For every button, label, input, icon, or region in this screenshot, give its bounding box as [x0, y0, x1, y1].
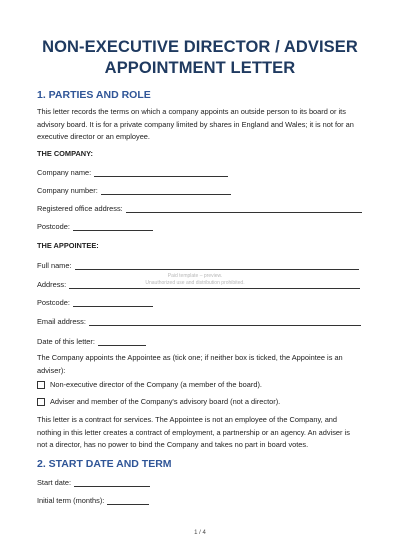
- email-blank[interactable]: [89, 316, 361, 326]
- letter-date-blank[interactable]: [98, 336, 146, 346]
- registered-office-blank[interactable]: [126, 203, 362, 213]
- option-adviser[interactable]: [37, 397, 280, 406]
- company-postcode-field[interactable]: [37, 220, 153, 231]
- appointee-postcode-label: Postcode:: [37, 298, 70, 307]
- full-name-field[interactable]: [37, 259, 359, 270]
- option-non-executive-director[interactable]: [37, 380, 262, 389]
- company-heading: THE COMPANY:: [37, 149, 93, 158]
- checkbox-non-executive-director[interactable]: [37, 381, 45, 389]
- preview-watermark: [110, 273, 280, 287]
- appointment-paragraph: [37, 352, 367, 377]
- letter-date-field[interactable]: [37, 335, 146, 346]
- appointment-line: adviser):: [37, 365, 66, 375]
- appointee-postcode-field[interactable]: [37, 296, 153, 307]
- registered-office-field[interactable]: [37, 202, 362, 213]
- start-date-label: Start date:: [37, 478, 72, 487]
- address-label: Address:: [37, 280, 67, 289]
- appointee-postcode-blank[interactable]: [73, 297, 153, 307]
- email-field[interactable]: [37, 315, 361, 326]
- watermark-line: Unauthorized use and distribution prohibited.: [145, 280, 245, 286]
- option-non-executive-director-label: Non-executive director of the Company (a member of the board).: [50, 380, 262, 389]
- intro-line: advisory board. It is for a private company limited by shares in England and Wales; it is not for an: [37, 119, 354, 129]
- start-date-field[interactable]: [37, 476, 150, 487]
- appointee-heading: THE APPOINTEE:: [37, 241, 99, 250]
- company-name-field[interactable]: [37, 166, 228, 177]
- section-heading-start-date: 2. START DATE AND TERM: [37, 458, 172, 470]
- registered-office-label: Registered office address:: [37, 204, 123, 213]
- initial-term-field[interactable]: [37, 494, 149, 505]
- appointment-line: The Company appoints the Appointee as (tick one; if neither box is ticked, the Appointee is an: [37, 353, 343, 362]
- company-number-label: Company number:: [37, 186, 98, 195]
- contract-line: not a director, has no power to bind the Company and takes no part in board votes.: [37, 440, 309, 449]
- company-name-blank[interactable]: [94, 167, 228, 177]
- initial-term-label: Initial term (months):: [37, 496, 105, 505]
- full-name-label: Full name:: [37, 261, 72, 270]
- document-title-line2: APPOINTMENT LETTER: [104, 59, 296, 77]
- page-number: 1 / 4: [194, 530, 206, 536]
- contract-line: nothing in this letter creates a contract of employment, a partnership or an agency. An adviser is: [37, 427, 350, 437]
- intro-line: executive director or an employee.: [37, 132, 150, 141]
- letter-date-label: Date of this letter:: [37, 337, 95, 346]
- option-adviser-label: Adviser and member of the Company's advisory board (not a director).: [50, 397, 281, 406]
- company-postcode-blank[interactable]: [73, 221, 153, 231]
- start-date-blank[interactable]: [74, 477, 150, 487]
- watermark-line: Paid template – preview.: [167, 273, 223, 279]
- full-name-blank[interactable]: [75, 260, 359, 270]
- intro-paragraph: [37, 106, 367, 144]
- intro-line: This letter records the terms on which a company appoints an outside person to its board or its: [37, 107, 346, 116]
- document-title-line1: NON-EXECUTIVE DIRECTOR / ADVISER: [42, 38, 358, 56]
- email-label: Email address:: [37, 317, 86, 326]
- contract-line: This letter is a contract for services. The Appointee is not an employee of the Company, and: [37, 415, 338, 424]
- company-number-blank[interactable]: [101, 185, 231, 195]
- contract-paragraph: [37, 414, 367, 452]
- initial-term-blank[interactable]: [107, 495, 149, 505]
- checkbox-adviser[interactable]: [37, 398, 45, 406]
- company-number-field[interactable]: [37, 184, 231, 195]
- section-heading-parties: 1. PARTIES AND ROLE: [37, 89, 151, 101]
- company-postcode-label: Postcode:: [37, 222, 70, 231]
- company-name-label: Company name:: [37, 168, 92, 177]
